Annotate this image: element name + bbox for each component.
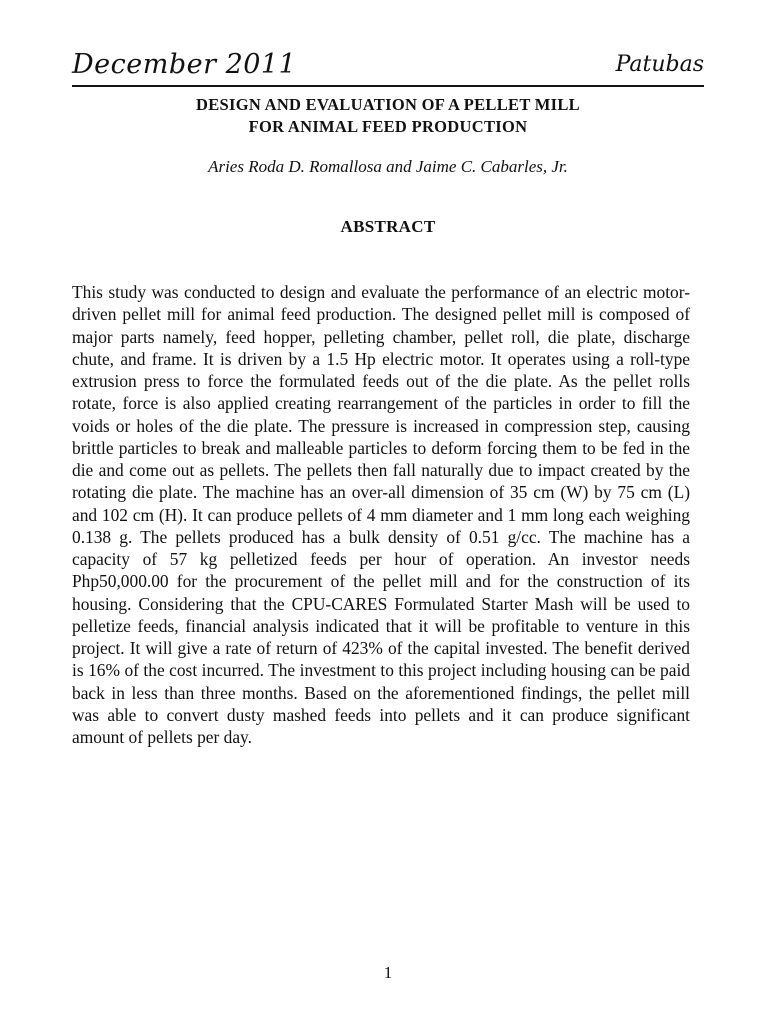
authors: Aries Roda D. Romallosa and Jaime C. Cabarles, Jr. xyxy=(208,157,568,176)
abstract-heading: ABSTRACT xyxy=(340,217,436,236)
running-header xyxy=(72,48,704,84)
abstract-body: This study was conducted to design and evaluate the performance of an electric motor-driven pellet mill for animal feed production. The designed pellet mill is composed of major parts namely, feed hopper, pelleting chamber, pellet roll, die plate, discharge chute, and frame. It is driven by a 1.5 Hp electric motor. It operates using a roll-type extrusion press to force the formulated feeds out of the die plate. As the pellet rolls rotate, force is also applied creating rearrangement of the particles in order to fill the voids or holes of the die plate. The pressure is increased in compression step, causing brittle particles to break and malleable particles to deform forcing them to be fed in the die and come out as pellets. The pellets then fall naturally due to impact created by the rotating die plate. The machine has an over-all dimension of 35 cm (W) by 75 cm (L) and 102 cm (H). It can produce pellets of 4 mm diameter and 1 mm long each weighing 0.138 g. The pellets produced has a bulk density of 0.51 g/cc. The machine has a capacity of 57 kg pelletized feeds per hour of operation. An investor needs Php50,000.00 for the procurement of the pellet mill and for the construction of its housing. Considering that the CPU-CARES Formulated Starter Mash will be used to pelletize feeds, financial analysis indicated that it will be profitable to venture in this project. It will give a rate of return of 423% of the capital invested. The benefit derived is 16% of the cost incurred. The investment to this project including housing can be paid back in less than three months. Based on the aforementioned findings, the pellet mill was able to convert dusty mashed feeds into pellets and it can produce significant amount of pellets per day. xyxy=(72,282,690,747)
paper-title xyxy=(72,94,704,138)
title-line-2: FOR ANIMAL FEED PRODUCTION xyxy=(248,117,528,136)
header-date: December 2011 xyxy=(72,49,297,80)
journal-name: Patubas xyxy=(615,52,704,77)
page-number: 1 xyxy=(383,963,393,982)
header-rule xyxy=(72,85,704,87)
title-line-1: DESIGN AND EVALUATION OF A PELLET MILL xyxy=(196,95,580,114)
